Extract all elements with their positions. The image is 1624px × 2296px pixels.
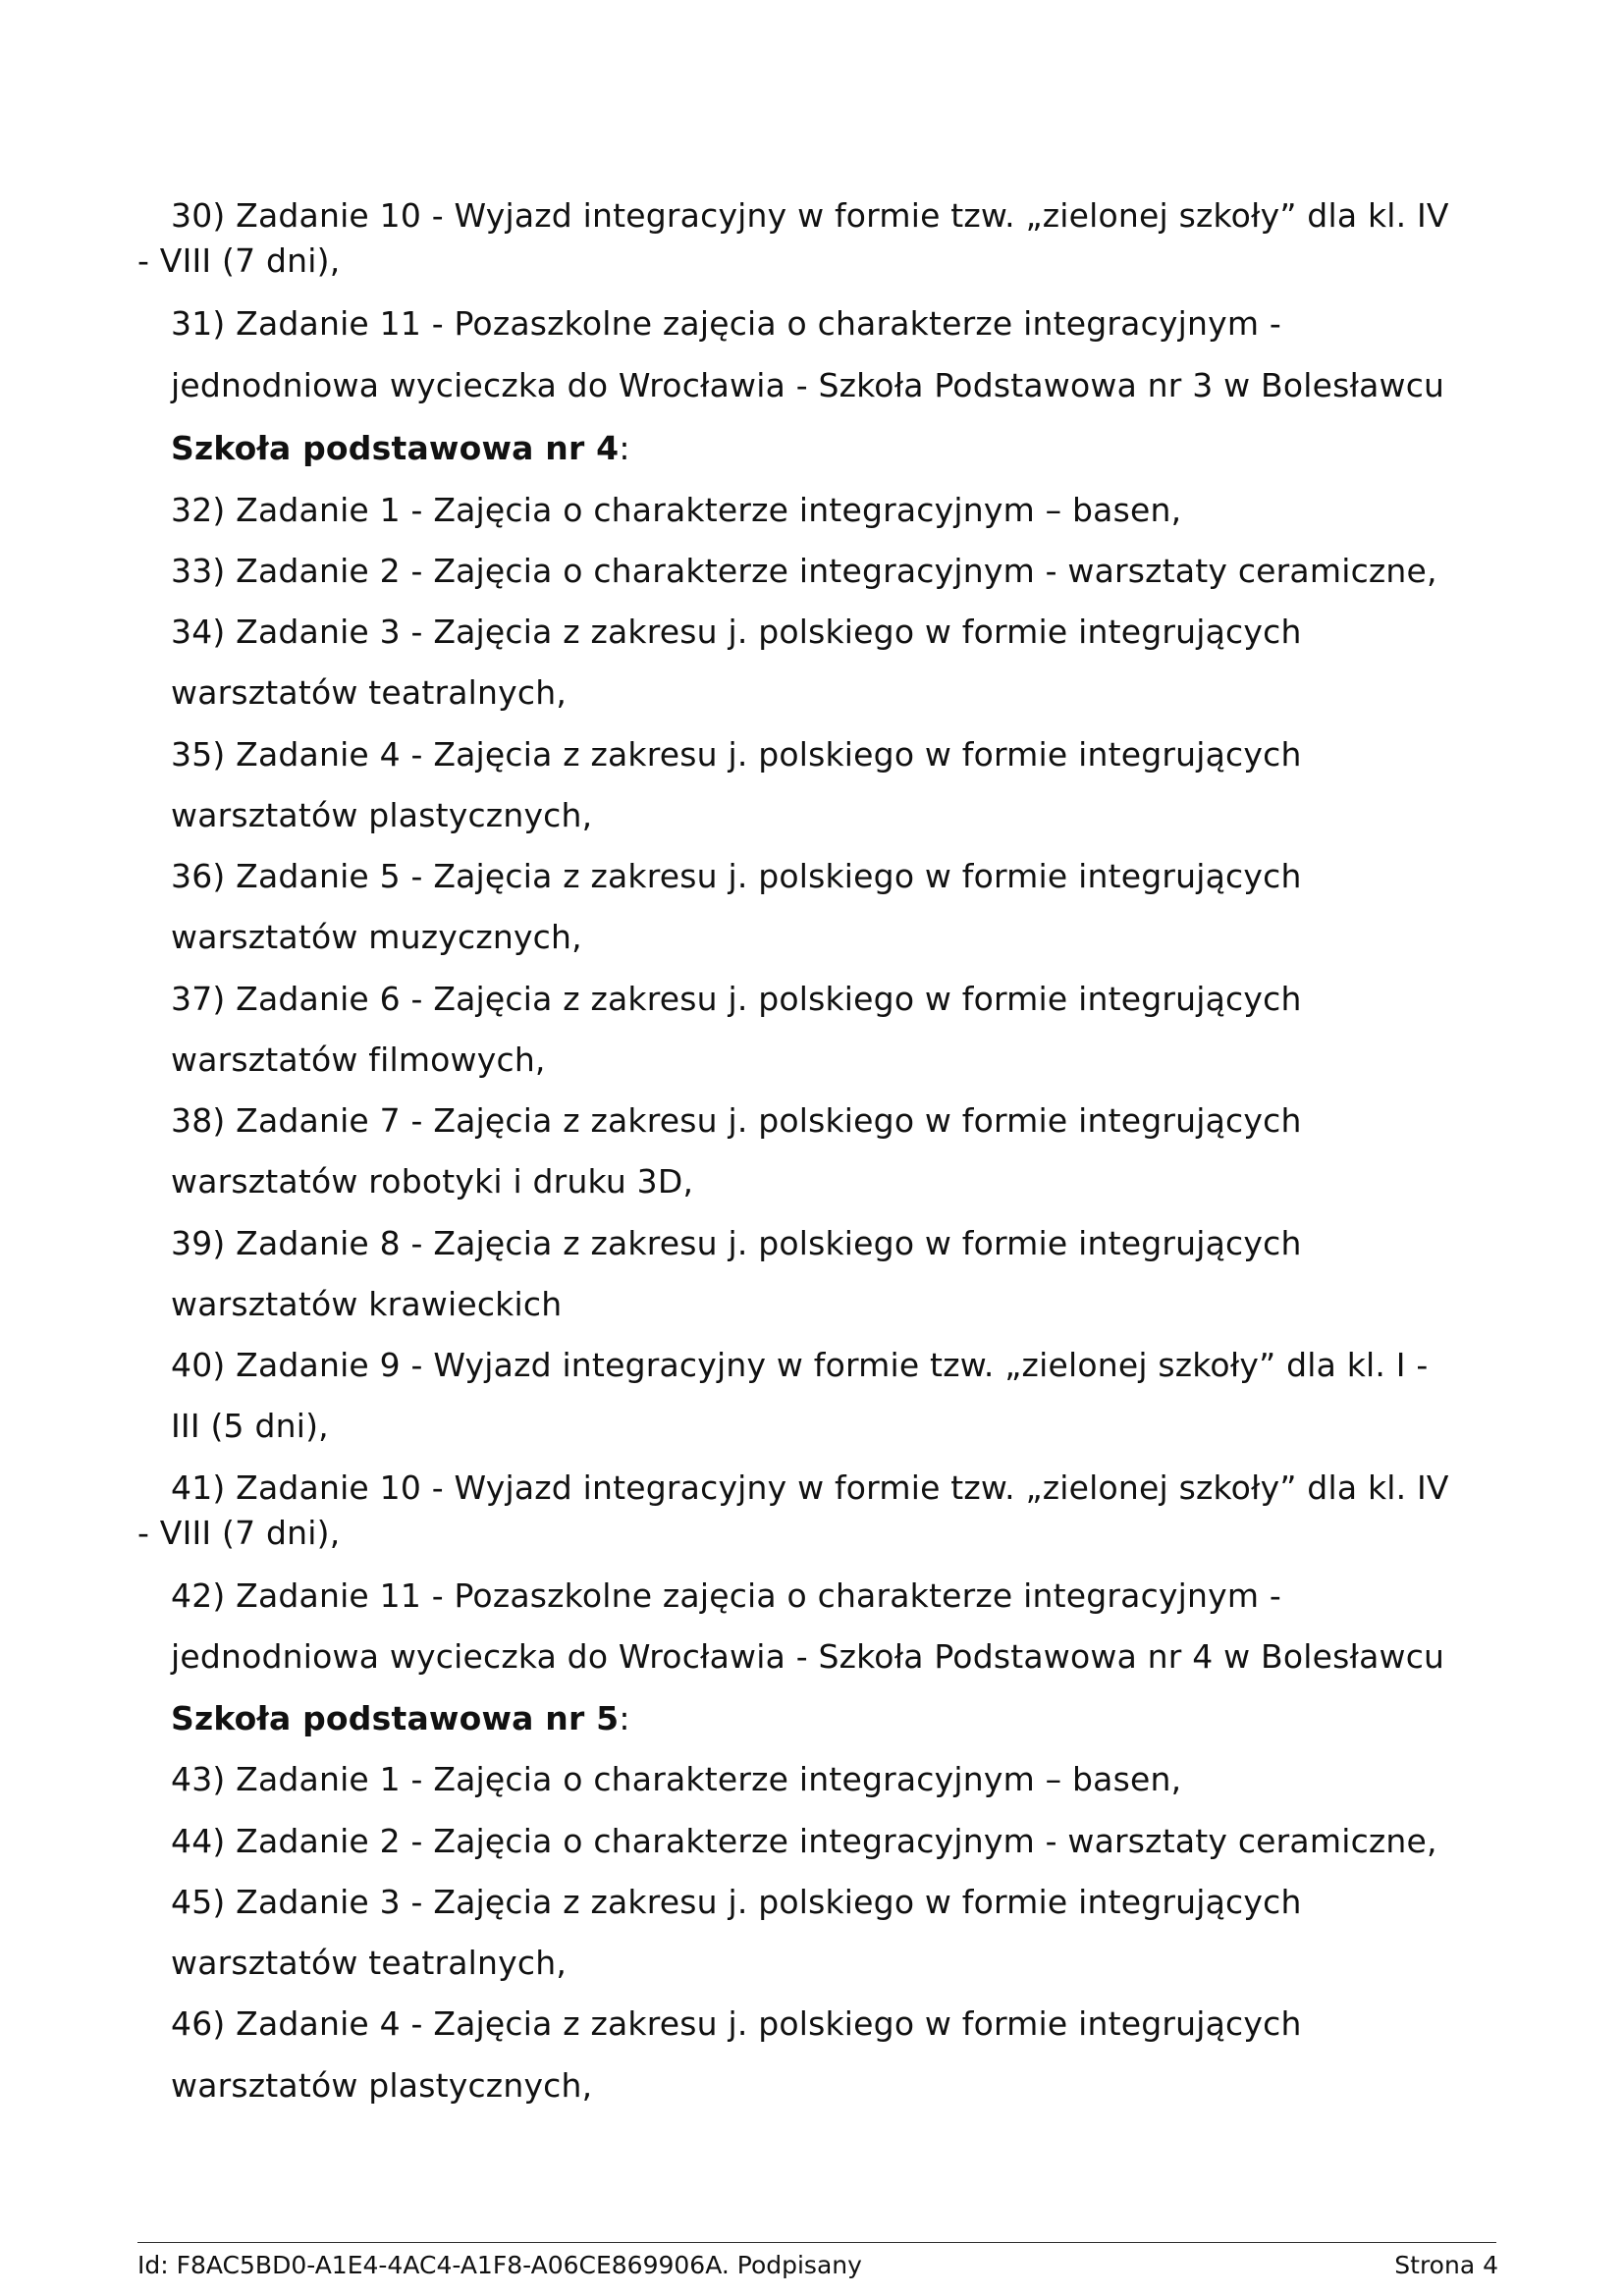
list-item-40-line2: III (5 dni), bbox=[171, 1407, 329, 1445]
list-item-30-line1: 30) Zadanie 10 - Wyjazd integracyjny w formie tzw. „zielonej szkoły” dla kl. IV bbox=[171, 196, 1449, 235]
list-item-41-line2: - VIII (7 dni), bbox=[137, 1514, 341, 1552]
list-item-41-line1: 41) Zadanie 10 - Wyjazd integracyjny w formie tzw. „zielonej szkoły” dla kl. IV bbox=[171, 1468, 1449, 1507]
footer-document-id: Id: F8AC5BD0-A1E4-4AC4-A1F8-A06CE869906A. Podpisany bbox=[137, 2251, 862, 2279]
list-item-46-line1: 46) Zadanie 4 - Zajęcia z zakresu j. polskiego w formie integrujących bbox=[171, 2004, 1302, 2043]
list-item-30-line2: - VIII (7 dni), bbox=[137, 241, 341, 280]
list-item-36-line2: warsztatów muzycznych, bbox=[171, 918, 582, 956]
list-item-45-line1: 45) Zadanie 3 - Zajęcia z zakresu j. polskiego w formie integrujących bbox=[171, 1883, 1302, 1921]
list-item-39-line1: 39) Zadanie 8 - Zajęcia z zakresu j. polskiego w formie integrujących bbox=[171, 1224, 1302, 1262]
list-item-34-line2: warsztatów teatralnych, bbox=[171, 673, 568, 712]
section-heading-school-4 bbox=[171, 429, 630, 468]
section-heading-school-5-colon: : bbox=[619, 1699, 630, 1737]
list-item-46-line2: warsztatów plastycznych, bbox=[171, 2066, 593, 2105]
section-heading-school-4-bold: Szkoła podstawowa nr 4 bbox=[171, 429, 620, 467]
list-item-38-line1: 38) Zadanie 7 - Zajęcia z zakresu j. polskiego w formie integrujących bbox=[171, 1101, 1302, 1140]
section-heading-school-4-colon: : bbox=[619, 429, 630, 467]
section-heading-school-5 bbox=[171, 1699, 630, 1738]
list-item-31-line1: 31) Zadanie 11 - Pozaszkolne zajęcia o charakterze integracyjnym - bbox=[171, 304, 1281, 343]
list-item-37-line1: 37) Zadanie 6 - Zajęcia z zakresu j. polskiego w formie integrujących bbox=[171, 980, 1302, 1018]
list-item-39-line2: warsztatów krawieckich bbox=[171, 1285, 563, 1323]
list-item-32: 32) Zadanie 1 - Zajęcia o charakterze integracyjnym – basen, bbox=[171, 491, 1182, 529]
list-item-40-line1: 40) Zadanie 9 - Wyjazd integracyjny w formie tzw. „zielonej szkoły” dla kl. I - bbox=[171, 1346, 1429, 1384]
list-item-42-line2: jednodniowa wycieczka do Wrocławia - Szkoła Podstawowa nr 4 w Bolesławcu bbox=[171, 1637, 1445, 1676]
list-item-43: 43) Zadanie 1 - Zajęcia o charakterze integracyjnym – basen, bbox=[171, 1760, 1182, 1798]
list-item-44: 44) Zadanie 2 - Zajęcia o charakterze integracyjnym - warsztaty ceramiczne, bbox=[171, 1822, 1437, 1860]
list-item-35-line2: warsztatów plastycznych, bbox=[171, 796, 593, 834]
list-item-33: 33) Zadanie 2 - Zajęcia o charakterze integracyjnym - warsztaty ceramiczne, bbox=[171, 552, 1437, 590]
list-item-34-line1: 34) Zadanie 3 - Zajęcia z zakresu j. polskiego w formie integrujących bbox=[171, 613, 1302, 651]
list-item-45-line2: warsztatów teatralnych, bbox=[171, 1944, 568, 1982]
list-item-42-line1: 42) Zadanie 11 - Pozaszkolne zajęcia o charakterze integracyjnym - bbox=[171, 1576, 1281, 1615]
footer-divider bbox=[137, 2242, 1496, 2243]
list-item-38-line2: warsztatów robotyki i druku 3D, bbox=[171, 1162, 694, 1201]
list-item-36-line1: 36) Zadanie 5 - Zajęcia z zakresu j. polskiego w formie integrujących bbox=[171, 857, 1302, 895]
list-item-35-line1: 35) Zadanie 4 - Zajęcia z zakresu j. polskiego w formie integrujących bbox=[171, 735, 1302, 774]
section-heading-school-5-bold: Szkoła podstawowa nr 5 bbox=[171, 1699, 620, 1737]
list-item-31-line2: jednodniowa wycieczka do Wrocławia - Szkoła Podstawowa nr 3 w Bolesławcu bbox=[171, 366, 1445, 404]
list-item-37-line2: warsztatów filmowych, bbox=[171, 1041, 546, 1079]
footer-page-number: Strona 4 bbox=[1394, 2251, 1498, 2279]
